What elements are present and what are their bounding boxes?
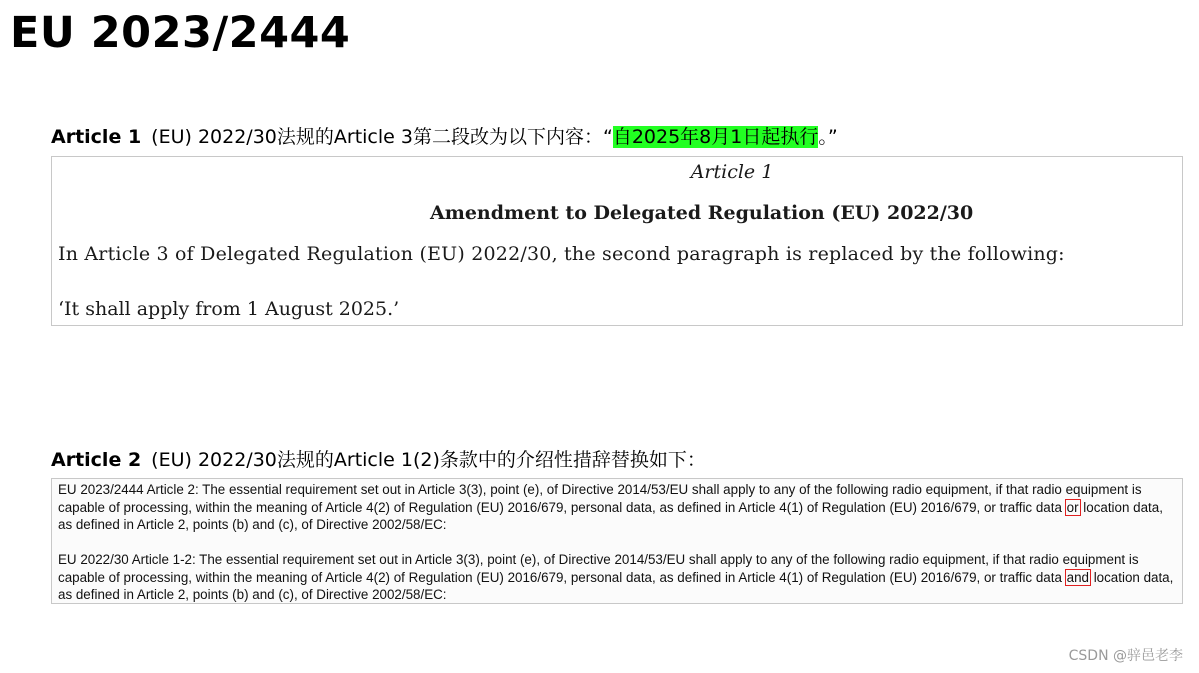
page-title: EU 2023/2444 (10, 8, 351, 58)
article1-excerpt-box (51, 156, 1183, 326)
watermark: CSDN @骍邑老李 (1068, 648, 1183, 664)
comparison-paragraph-2022 (58, 551, 1176, 604)
article1-text-after: 。” (818, 126, 838, 148)
article1-text-before: (EU) 2022/30法规的Article 3第二段改为以下内容：“ (151, 126, 613, 148)
article2-comparison-box (51, 478, 1183, 604)
article2-heading (51, 447, 706, 473)
para1-before: EU 2023/2444 Article 2: The essential requirement set out in Article 3(3), point (e), of Directive 2014/53/EU shall apply to any of the following radio equipment, if that radio equipment is capable of processing, within the meaning of Article 4(2) of Regulation (EU) 2016/679, personal data, as defined in Article 4(1) of Regulation (EU) 2016/679, or traffic data (58, 482, 1142, 515)
para2-marked-word: and (1066, 569, 1089, 585)
excerpt-paragraph: In Article 3 of Delegated Regulation (EU) 2022/30, the second paragraph is replaced by the following: (58, 243, 1065, 265)
article2-label: Article 2 (51, 449, 142, 471)
para2-after: location data, as defined in Article 2, points (b) and (c), of Directive 2002/58/EC: (58, 569, 1174, 602)
article1-label: Article 1 (51, 126, 142, 148)
article1-heading (51, 124, 838, 150)
excerpt-article-heading: Article 1 (690, 161, 774, 183)
comparison-paragraph-2023 (58, 481, 1176, 534)
para1-marked-word: or (1066, 499, 1079, 515)
excerpt-subheading: Amendment to Delegated Regulation (EU) 2022/30 (430, 202, 974, 224)
article2-text: (EU) 2022/30法规的Article 1(2)条款中的介绍性措辞替换如下： (151, 449, 706, 471)
excerpt-quote: ‘It shall apply from 1 August 2025.’ (58, 298, 400, 320)
article1-highlight: 自2025年8月1日起执行 (612, 126, 819, 148)
para2-before: EU 2022/30 Article 1-2: The essential requirement set out in Article 3(3), point (e), of Directive 2014/53/EU shall apply to any of the following radio equipment, if that radio equipment is capable of processing, within the meaning of Article 4(2) of Regulation (EU) 2016/679, personal data, as defined in Article 4(1) of Regulation (EU) 2016/679, or traffic data (58, 552, 1139, 585)
para1-after: location data, as defined in Article 2, points (b) and (c), of Directive 2002/58/EC: (58, 499, 1163, 532)
